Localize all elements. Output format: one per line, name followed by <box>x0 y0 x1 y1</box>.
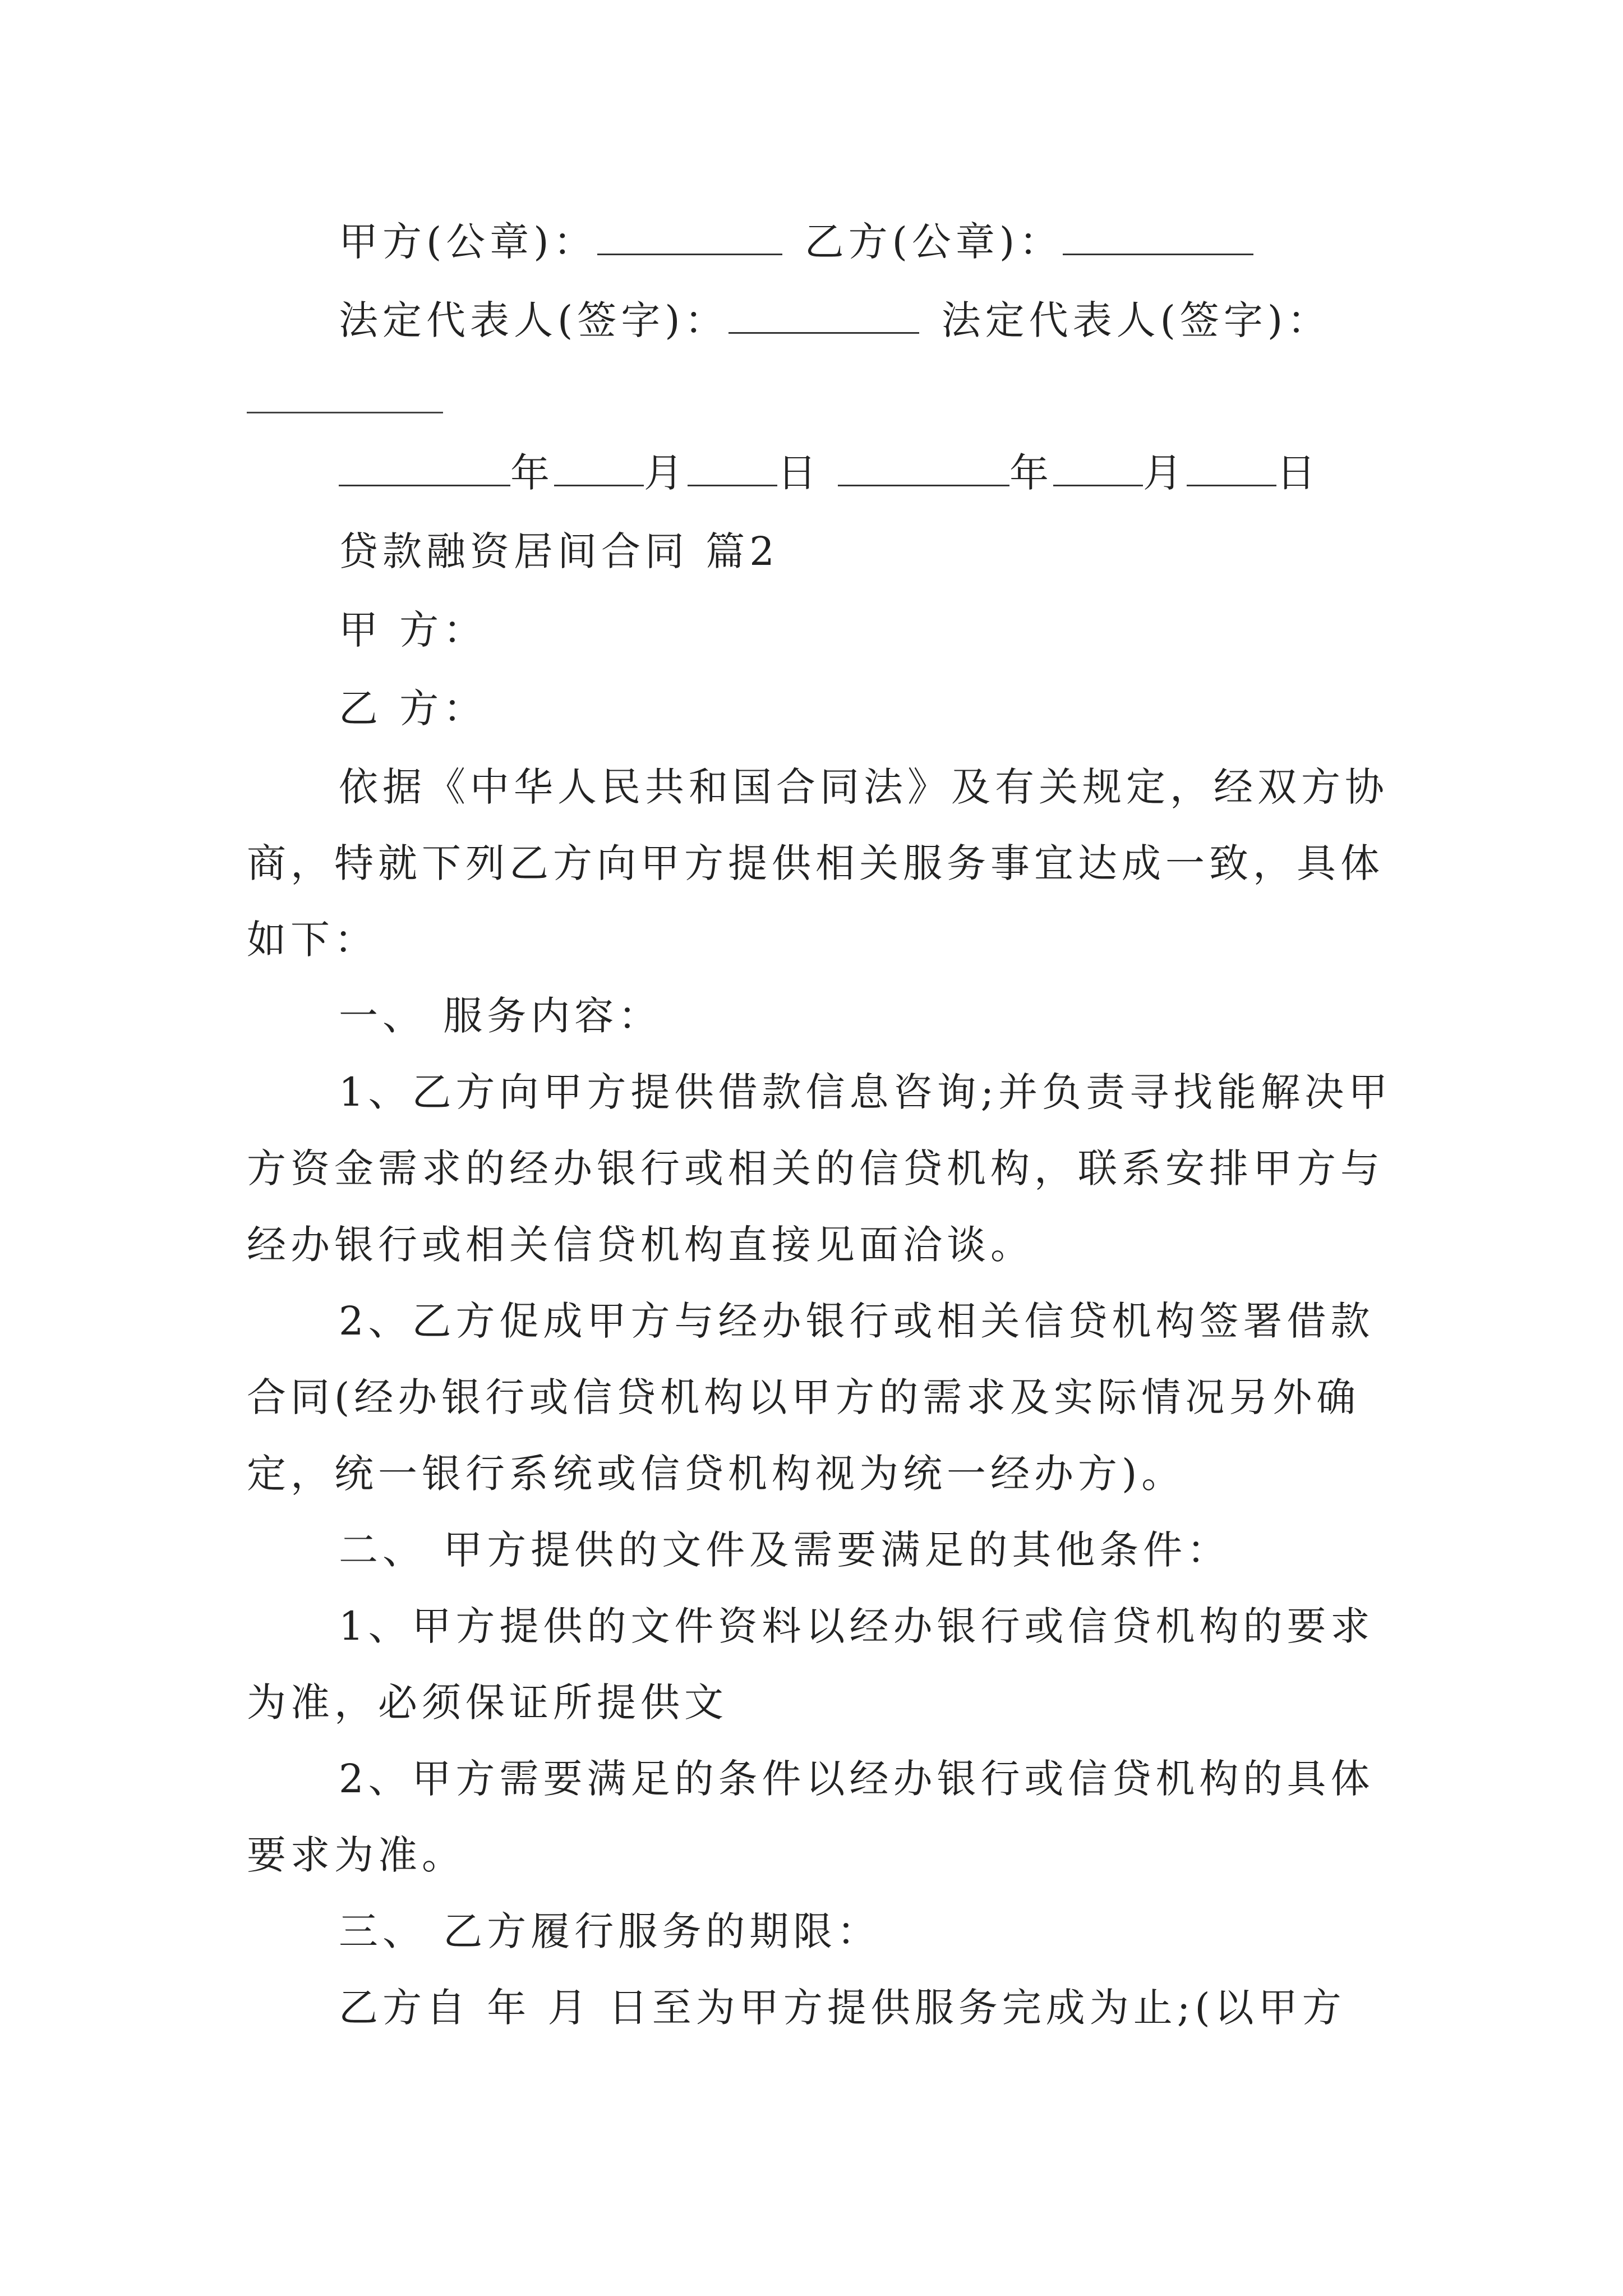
s1-p2-line-2: 合同(经办银行或信贷机构以甲方的需求及实际情况另外确 <box>247 1374 1361 1420</box>
s1-p2-line-1: 2、乙方促成甲方与经办银行或相关信贷机构签署借款 <box>339 1298 1375 1344</box>
s1-p2-line-3: 定，统一银行系统或信贷机构视为统一经办方)。 <box>247 1451 1186 1497</box>
s2-p1-line-2: 为准，必须保证所提供文 <box>247 1680 728 1726</box>
s2-p1-line-1: 1、甲方提供的文件资料以经办银行或信贷机构的要求 <box>339 1603 1375 1649</box>
day-b-label: 日 <box>1276 450 1320 496</box>
intro-line-3: 如下： <box>247 917 378 963</box>
day-b-blank <box>1187 448 1276 486</box>
intro-line-1: 依据《中华人民共和国合同法》及有关规定，经双方协 <box>339 764 1389 810</box>
s1-p1-line-1: 1、乙方向甲方提供借款信息咨询;并负责寻找能解决甲 <box>339 1069 1393 1115</box>
intro-line-2: 商，特就下列乙方向甲方提供相关服务事宜达成一致，具体 <box>247 840 1384 886</box>
year-a-blank <box>339 448 510 486</box>
month-b-blank <box>1053 448 1143 486</box>
legal-rep-a-label: 法定代表人(签字)： <box>339 297 728 343</box>
legal-rep-a-blank <box>728 295 919 334</box>
section-heading: 贷款融资居间合同 篇2 <box>339 528 779 574</box>
year-b-label: 年 <box>1009 450 1053 496</box>
legal-rep-line <box>339 295 1483 346</box>
s2-p2-line-2: 要求为准。 <box>247 1832 465 1878</box>
party-a-seal-blank <box>597 217 782 255</box>
month-a-blank <box>554 448 644 486</box>
seal-line <box>339 217 1483 267</box>
legal-rep-b-label: 法定代表人(签字)： <box>941 297 1331 343</box>
party-b-seal-label: 乙方(公章)： <box>804 219 1063 265</box>
date-line <box>339 448 1483 498</box>
s2-p2-line-1: 2、甲方需要满足的条件以经办银行或信贷机构的具体 <box>339 1756 1375 1802</box>
section-2-title: 二、 甲方提供的文件及需要满足的其他条件： <box>339 1527 1231 1573</box>
party-a-label: 甲 方： <box>339 607 487 653</box>
party-b-label: 乙 方： <box>339 685 487 731</box>
day-a-blank <box>688 448 777 486</box>
year-a-label: 年 <box>510 450 554 496</box>
month-b-label: 月 <box>1143 450 1187 496</box>
s3-p1-line-1: 乙方自 年 月 日至为甲方提供服务完成为止;(以甲方 <box>339 1985 1346 2031</box>
day-a-label: 日 <box>777 450 821 496</box>
year-b-blank <box>838 448 1009 486</box>
month-a-label: 月 <box>644 450 688 496</box>
legal-rep-b-blank <box>247 412 443 413</box>
party-b-seal-blank <box>1063 217 1253 255</box>
party-a-seal-label: 甲方(公章)： <box>339 219 597 265</box>
s1-p1-line-3: 经办银行或相关信贷机构直接见面洽谈。 <box>247 1222 1034 1268</box>
s1-p1-line-2: 方资金需求的经办银行或相关的信贷机构，联系安排甲方与 <box>247 1145 1384 1191</box>
section-1-title: 一、 服务内容： <box>339 993 662 1039</box>
section-3-title: 三、 乙方履行服务的期限： <box>339 1908 881 1954</box>
